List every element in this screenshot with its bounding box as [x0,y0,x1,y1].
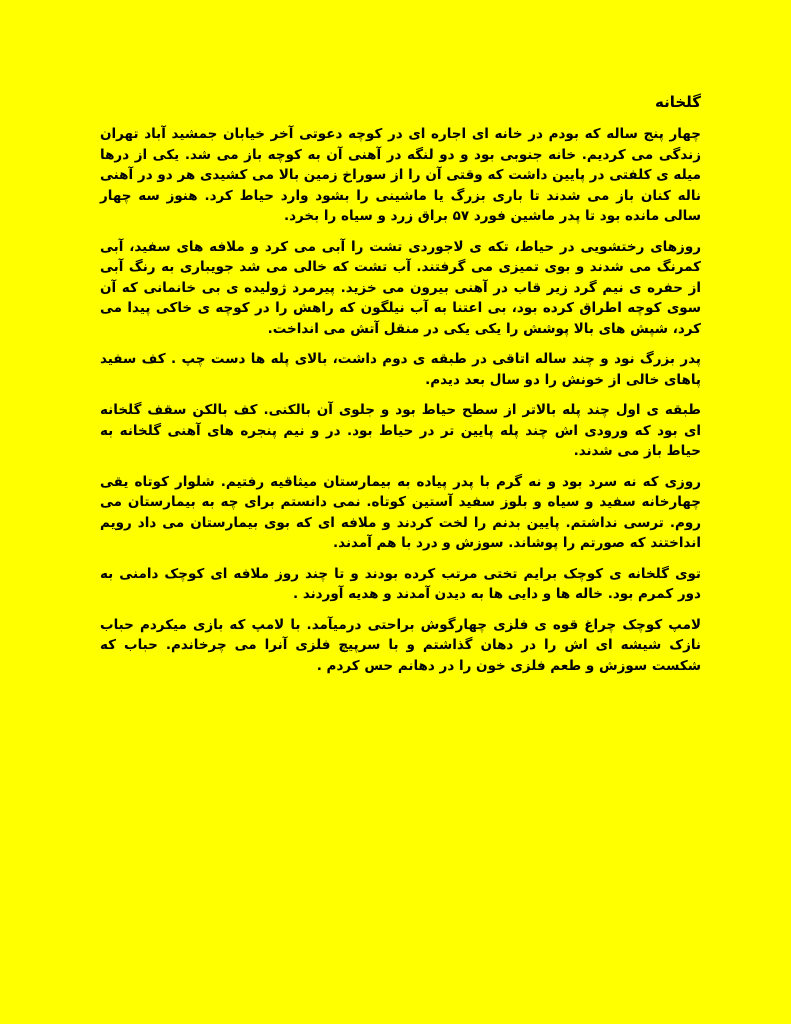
paragraph-5: روزی که نه سرد بود و نه گرم با پدر پیاده به بیمارستان میثاقیه رفتیم. شلوار کوتاه یقی چهارخانه سفید و سیاه و بلوز سفید آستین کوتاه. نمی دانستم برای چه به بیمارستان می روم. ترسی نداشتم. پایین بدنم را لخت کردند و ملافه ای که بوی بیمارستان می داد رویم انداختند که صورتم را پوشاند. سوزش و درد با هم آمدند. [100,473,701,551]
paragraph-7: لامپ کوچک چراغ قوه ی فلزی چهارگوش براحتی درمیآمد. با لامپ که بازی میکردم حباب نازک شیشه ای اش را در دهان گذاشتم و با سرپیچ فلزی آنرا می چرخاندم. حباب که شکست سوزش و طعم فلزی خون را در دهانم حس کردم . [100,616,701,674]
paragraph-2: روزهای رختشویی در حیاط، تکه ی لاجوردی تشت را آبی می کرد و ملافه های سفید، آبی کمرنگ می شدند و بوی تمیزی می گرفتند. آب تشت که خالی می شد جویباری به رنگ آبی از حفره ی نیم گرد زیر قاب در آهنی بیرون می خزید. پیرمرد ژولیده ی بی خانمانی که آن سوی کوچه اطراق کرده بود، بی اعتنا به آب نیلگون که راهش را در کوچه ی خاکی پیدا می کرد، شپش های بالا پوشش را یکی یکی در منقل آتش می انداخت. [100,238,701,337]
document-title: گلخانه [654,93,701,111]
paragraph-6: توی گلخانه ی کوچک برایم تختی مرتب کرده بودند و تا چند روز ملافه ای کوچک دامنی به دور کمرم بود. خاله ها و دایی ها به دیدن آمدند و هدیه آوردند . [100,565,701,602]
paragraph-1: چهار پنج ساله که بودم در خانه ای اجاره ای در کوچه دعوتی آخر خیابان جمشید آباد تهران زندگی می کردیم. خانه جنوبی بود و دو لنگه در آهنی آن به کوچه باز می شد. یکی از درها میله ی کلفتی در پایین داشت که وقتی آن را از سوراخ زمین بالا می کشیدی هر دو در آهنی ناله کنان باز می شدند تا باری بزرگ یا ماشینی را بشود وارد حیاط کرد. هنوز سه چهار سالی مانده بود تا پدر ماشین فورد ۵۷ براق زرد و سیاه را بخرد. [100,126,701,224]
paragraph-3: پدر بزرگ نود و چند ساله اتاقی در طبقه ی دوم داشت، بالای پله ها دست چپ . کف سفید پاهای خالی از خونش را دو سال بعد دیدم. [100,351,701,388]
paragraph-4: طبقه ی اول چند پله بالاتر از سطح حیاط بود و جلوی آن بالکنی. کف بالکن سقف گلخانه ای بود که ورودی اش چند پله پایین تر در حیاط بود. در و نیم پنجره های آهنی گلخانه به حیاط باز می شدند. [100,402,701,459]
